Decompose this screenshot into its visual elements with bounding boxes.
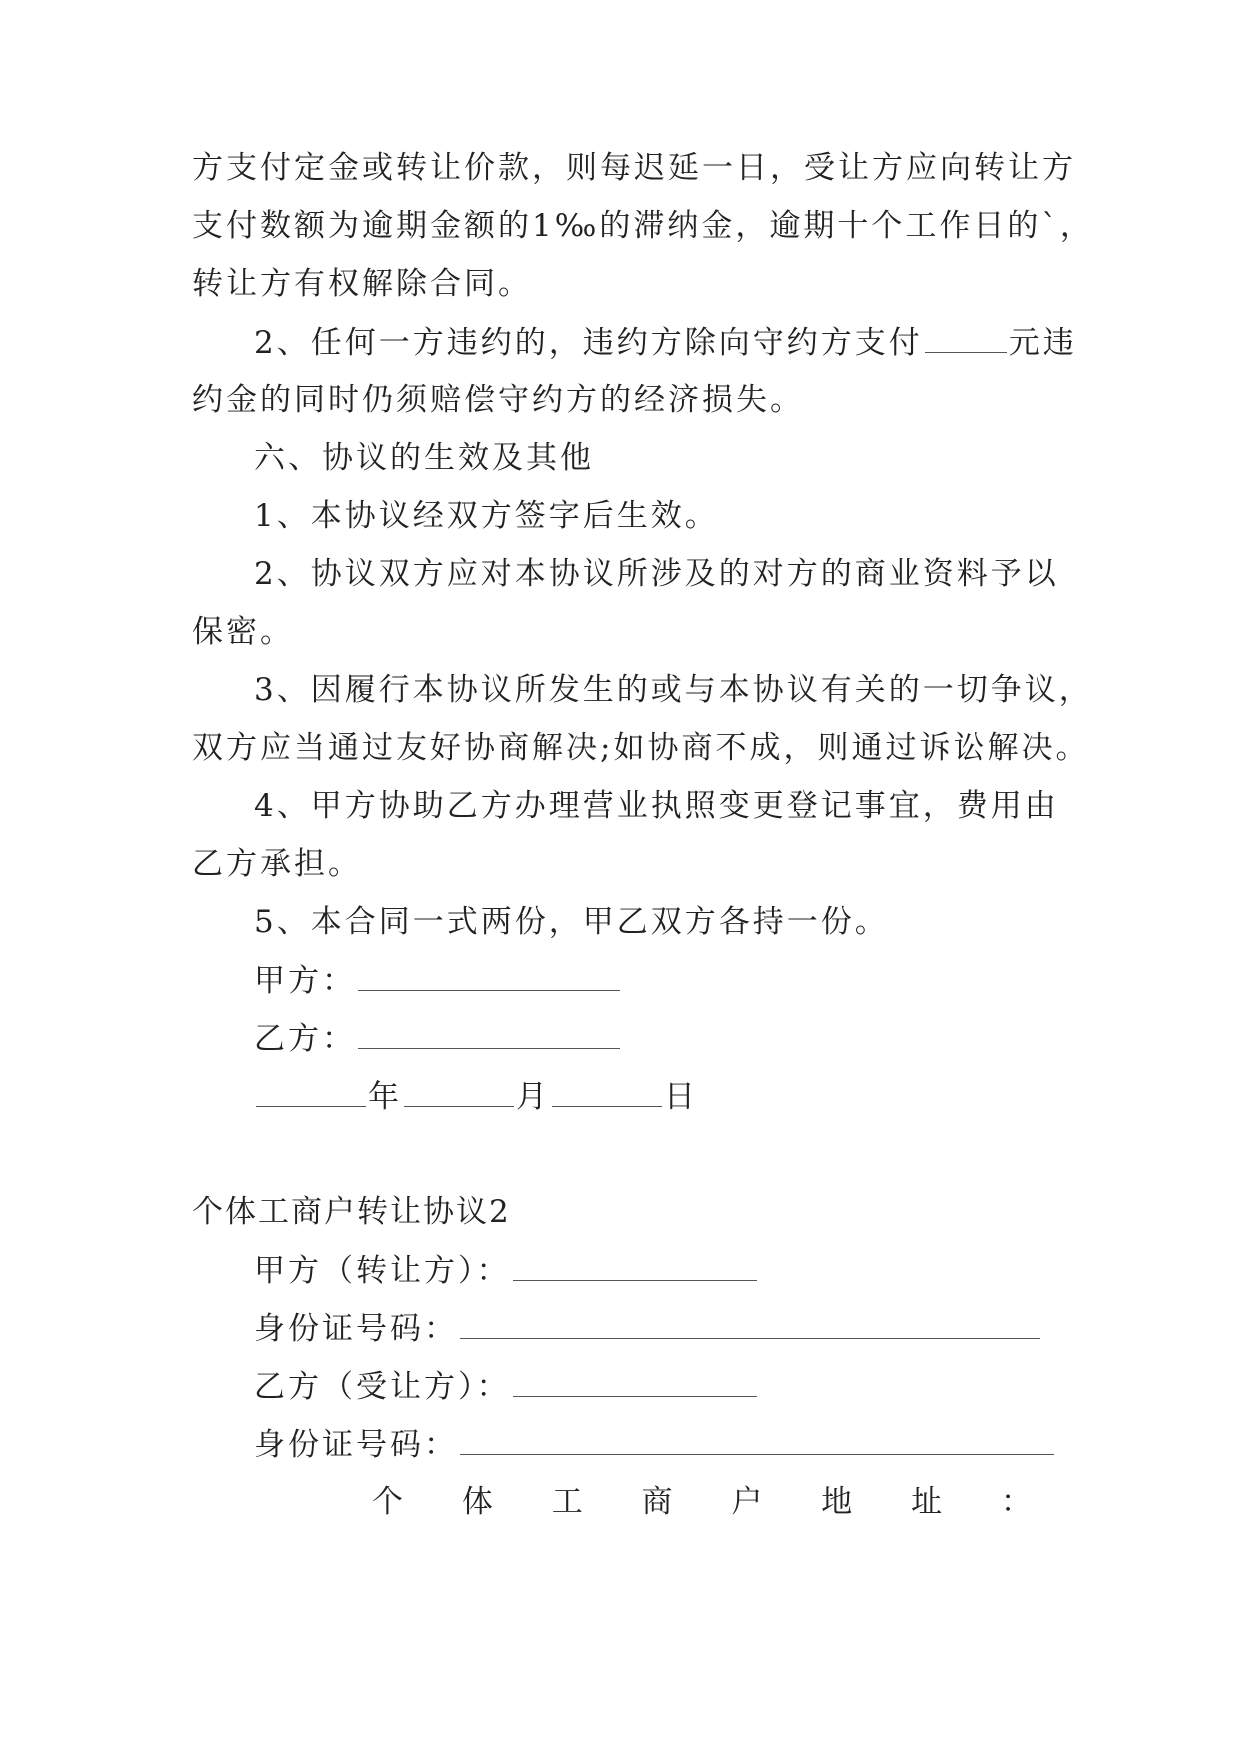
paragraph-line: 2、协议双方应对本协议所涉及的对方的商业资料予以 [254, 556, 1059, 592]
paragraph-line: 1、本协议经双方签字后生效。 [254, 498, 719, 534]
month-label: 月 [516, 1079, 550, 1115]
agreement2-party-a [254, 1250, 759, 1291]
agreement2-id-b [254, 1424, 1056, 1465]
section-heading: 六、协议的生效及其他 [254, 440, 594, 476]
paragraph-line: 方支付定金或转让价款，则每迟延一日，受让方应向转让方 [192, 150, 1076, 186]
penalty-clause-line [254, 322, 1077, 363]
paragraph-line: 双方应当通过友好协商解决;如协商不成，则通过诉讼解决。 [192, 730, 1090, 766]
month-blank [404, 1076, 514, 1107]
party-a-blank [358, 960, 620, 991]
party-b-signature [254, 1018, 622, 1059]
paragraph-line: 转让方有权解除合同。 [192, 266, 532, 302]
address-char: 商 [641, 1484, 673, 1520]
day-blank [552, 1076, 662, 1107]
paragraph-line: 保密。 [192, 614, 294, 650]
agreement2-id-a-label: 身份证号码： [254, 1311, 458, 1347]
address-char: 地 [821, 1484, 853, 1520]
paragraph-line: 3、因履行本协议所发生的或与本协议有关的一切争议， [254, 672, 1093, 708]
penalty-clause-text: 2、任何一方违约的，违约方除向守约方支付 [254, 325, 923, 361]
paragraph-line: 约金的同时仍须赔偿守约方的经济损失。 [192, 382, 804, 418]
agreement2-party-a-label: 甲方（转让方）： [254, 1253, 511, 1289]
address-char: 工 [551, 1484, 583, 1520]
address-char: 个 [372, 1484, 403, 1520]
address-char: 户 [731, 1484, 763, 1520]
agreement2-party-b-blank [513, 1366, 757, 1397]
agreement2-id-b-label: 身份证号码： [254, 1427, 458, 1463]
agreement2-id-a-blank [460, 1308, 1040, 1339]
party-b-blank [358, 1018, 620, 1049]
paragraph-line: 乙方承担。 [192, 846, 362, 882]
address-char: ： [1000, 1484, 1032, 1520]
paragraph-line: 支付数额为逾期金额的1‰的滞纳金，逾期十个工作日的`， [192, 208, 1094, 244]
party-a-label: 甲方： [254, 963, 356, 999]
year-blank [256, 1076, 366, 1107]
date-line [254, 1076, 698, 1117]
party-b-label: 乙方： [254, 1021, 356, 1057]
penalty-amount-blank [925, 322, 1007, 353]
agreement2-id-a [254, 1308, 1042, 1349]
penalty-clause-suffix: 元违 [1008, 325, 1077, 361]
agreement2-party-b-label: 乙方（受让方）： [254, 1369, 511, 1405]
agreement2-id-b-blank [460, 1424, 1054, 1455]
paragraph-line: 5、本合同一式两份，甲乙双方各持一份。 [254, 904, 889, 940]
agreement2-address-line [372, 1482, 1032, 1522]
agreement2-party-a-blank [513, 1250, 757, 1281]
agreement2-title: 个体工商户转让协议2 [192, 1194, 511, 1230]
address-char: 体 [461, 1484, 493, 1520]
agreement2-party-b [254, 1366, 759, 1407]
address-char: 址 [911, 1484, 943, 1520]
paragraph-line: 4、甲方协助乙方办理营业执照变更登记事宜，费用由 [254, 788, 1059, 824]
year-label: 年 [368, 1079, 402, 1115]
day-label: 日 [664, 1079, 698, 1115]
party-a-signature [254, 960, 622, 1001]
